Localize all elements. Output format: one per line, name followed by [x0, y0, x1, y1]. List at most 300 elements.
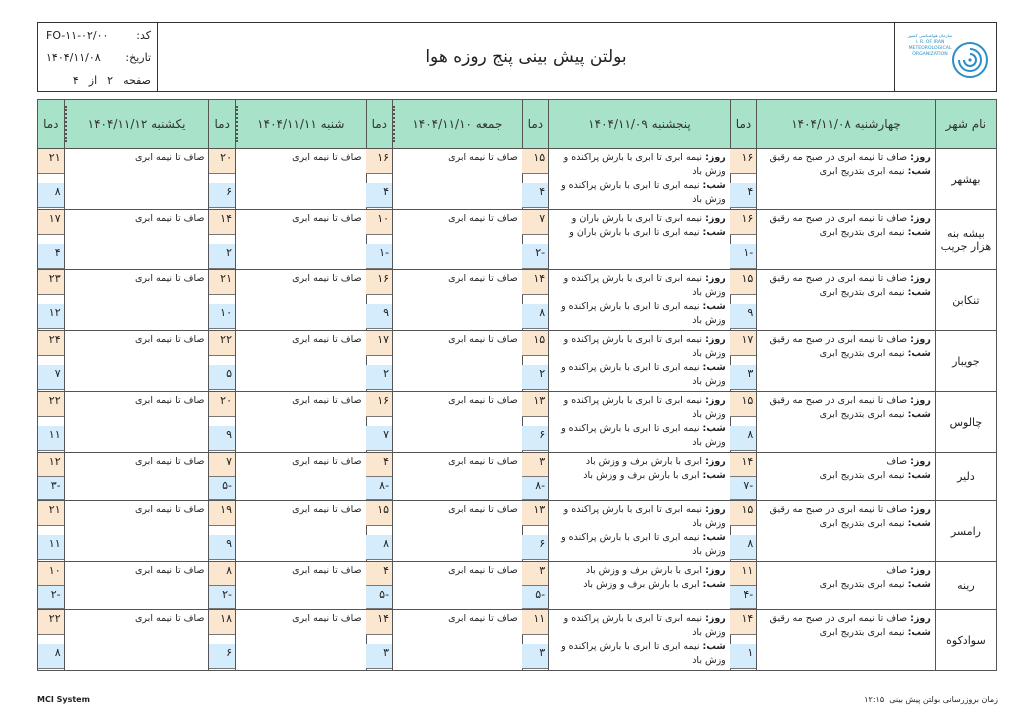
forecast-text: صاف تا نیمه ابری — [135, 456, 205, 467]
day-forecast: نیمه ابری تا ابری با بارش پراکنده و وزش باد — [563, 613, 726, 638]
temp-cell — [366, 331, 393, 392]
max-temp: ۱۹ — [209, 501, 235, 526]
temp-cell — [366, 392, 393, 453]
min-temp: ۸ — [730, 535, 756, 560]
temp-cell — [366, 149, 393, 210]
night-label: شب: — [702, 180, 726, 191]
forecast-cell — [757, 501, 936, 562]
night-forecast: نیمه ابری تا ابری با بارش پراکنده و وزش باد — [561, 180, 726, 205]
forecast-text: صاف تا نیمه ابری — [135, 213, 205, 224]
day-forecast: نیمه ابری تا ابری با بارش پراکنده و وزش باد — [563, 273, 726, 298]
max-temp: ۱۴ — [730, 610, 756, 635]
min-temp: -۵ — [209, 477, 235, 501]
max-temp: ۱۵ — [522, 331, 548, 356]
footer-update-time: ۱۲:۱۵ — [864, 695, 885, 704]
night-forecast: نیمه ابری تا ابری با بارش پراکنده و وزش باد — [561, 532, 726, 557]
table-row — [38, 501, 997, 562]
city-name: سوادکوه — [935, 610, 996, 671]
forecast-text: صاف تا نیمه ابری — [292, 504, 362, 515]
page-of: از — [88, 74, 98, 87]
forecast-text: صاف تا نیمه ابری — [292, 334, 362, 345]
night-label: شب: — [907, 409, 931, 420]
max-temp: ۳ — [522, 562, 548, 586]
temp-cell — [209, 270, 236, 331]
forecast-cell — [757, 610, 936, 671]
forecast-text: صاف تا نیمه ابری — [135, 334, 205, 345]
city-name: بهشهر — [935, 149, 996, 210]
col-temp3: دما — [366, 100, 393, 149]
forecast-cell — [393, 331, 523, 392]
city-name: رامسر — [935, 501, 996, 562]
logo-box — [894, 23, 996, 91]
night-label: شب: — [907, 579, 931, 590]
forecast-text: صاف تا نیمه ابری — [292, 565, 362, 576]
forecast-table — [37, 99, 997, 671]
temp-cell — [522, 210, 549, 270]
forecast-cell — [393, 149, 523, 210]
temp-cell — [38, 562, 65, 610]
min-temp: ۴ — [366, 183, 392, 208]
max-temp: ۱۷ — [366, 331, 392, 356]
temp-cell — [366, 210, 393, 270]
city-name: رینه — [935, 562, 996, 610]
day-label: روز: — [705, 504, 726, 515]
max-temp: ۱۵ — [730, 270, 756, 295]
max-temp: ۱۴ — [730, 453, 756, 477]
night-label: شب: — [907, 518, 931, 529]
forecast-text: صاف تا نیمه ابری — [448, 565, 518, 576]
doc-meta — [38, 23, 158, 91]
max-temp: ۱۷ — [730, 331, 756, 356]
min-temp: ۵ — [209, 365, 235, 390]
day-label: روز: — [910, 456, 931, 467]
night-label: شب: — [702, 579, 726, 590]
day-label: روز: — [705, 152, 726, 163]
day-forecast: صاف تا نیمه ابری در صبح مه رقیق — [769, 213, 908, 224]
night-forecast: نیمه ابری بتدریج ابری — [819, 227, 905, 238]
forecast-text: صاف تا نیمه ابری — [135, 152, 205, 163]
night-label: شب: — [907, 470, 931, 481]
forecast-cell — [235, 453, 366, 501]
day-label: روز: — [910, 395, 931, 406]
max-temp: ۲۰ — [209, 149, 235, 174]
day-label: روز: — [910, 152, 931, 163]
forecast-cell — [393, 392, 523, 453]
day-forecast: نیمه ابری تا ابری با بارش پراکنده و وزش باد — [563, 395, 726, 420]
forecast-text: صاف تا نیمه ابری — [448, 613, 518, 624]
forecast-cell — [64, 392, 209, 453]
temp-cell — [38, 210, 65, 270]
min-temp: ۱۱ — [38, 535, 64, 560]
day-forecast: ابری با بارش برف و وزش باد — [585, 456, 703, 467]
min-temp: ۸ — [730, 426, 756, 451]
page-row — [46, 74, 151, 87]
forecast-cell — [757, 270, 936, 331]
min-temp: -۲ — [38, 586, 64, 610]
max-temp: ۱۶ — [730, 210, 756, 235]
temp-cell — [209, 331, 236, 392]
logo-line1: سازمان هواشناسی کشور — [907, 33, 953, 38]
min-temp: ۲ — [209, 244, 235, 269]
temp-cell — [730, 610, 757, 671]
day-label: روز: — [705, 613, 726, 624]
min-temp: ۳ — [366, 644, 392, 669]
footer-update-label: زمان بروزرسانی بولتن پیش بینی — [889, 695, 998, 704]
day-label: روز: — [705, 334, 726, 345]
forecast-cell — [549, 501, 731, 562]
temp-cell — [730, 210, 757, 270]
night-label: شب: — [907, 287, 931, 298]
min-temp: ۳ — [522, 644, 548, 669]
day-forecast: ابری با بارش برف و وزش باد — [585, 565, 703, 576]
forecast-cell — [235, 562, 366, 610]
col-city: نام شهر — [935, 100, 996, 149]
night-forecast: نیمه ابری تا ابری با بارش باران و — [569, 227, 700, 238]
max-temp: ۲۳ — [38, 270, 64, 295]
max-temp: ۲۲ — [38, 392, 64, 417]
temp-cell — [209, 149, 236, 210]
day-forecast: صاف تا نیمه ابری در صبح مه رقیق — [769, 273, 908, 284]
max-temp: ۴ — [366, 562, 392, 586]
min-temp: ۷ — [38, 365, 64, 390]
col-day4: شنبه ۱۴۰۴/۱۱/۱۱ — [235, 100, 366, 149]
forecast-cell — [549, 392, 731, 453]
forecast-cell — [64, 270, 209, 331]
max-temp: ۱۴ — [522, 270, 548, 295]
col-temp5: دما — [38, 100, 65, 149]
forecast-cell — [235, 210, 366, 270]
day-forecast: صاف تا نیمه ابری در صبح مه رقیق — [769, 613, 908, 624]
day-label: روز: — [910, 334, 931, 345]
forecast-text: صاف تا نیمه ابری — [448, 334, 518, 345]
temp-cell — [522, 610, 549, 671]
max-temp: ۸ — [209, 562, 235, 586]
table-row — [38, 270, 997, 331]
min-temp: ۸ — [38, 183, 64, 208]
night-label: شب: — [702, 470, 726, 481]
night-forecast: نیمه ابری بتدریج ابری — [819, 627, 905, 638]
page-num: ۲ — [107, 74, 114, 87]
max-temp: ۱۶ — [366, 149, 392, 174]
forecast-text: صاف تا نیمه ابری — [292, 395, 362, 406]
night-forecast: نیمه ابری بتدریج ابری — [819, 166, 905, 177]
temp-cell — [38, 331, 65, 392]
day-label: روز: — [705, 395, 726, 406]
min-temp: ۶ — [209, 644, 235, 669]
forecast-cell — [235, 392, 366, 453]
max-temp: ۱۷ — [38, 210, 64, 235]
table-row — [38, 562, 997, 610]
temp-cell — [209, 610, 236, 671]
forecast-cell — [64, 562, 209, 610]
forecast-cell — [64, 610, 209, 671]
min-temp: ۹ — [209, 426, 235, 451]
max-temp: ۱۶ — [730, 149, 756, 174]
temp-cell — [209, 501, 236, 562]
max-temp: ۱۱ — [522, 610, 548, 635]
col-day5: یکشنبه ۱۴۰۴/۱۱/۱۲ — [64, 100, 209, 149]
col-temp4: دما — [209, 100, 236, 149]
night-forecast: نیمه ابری تا ابری با بارش پراکنده و وزش باد — [561, 362, 726, 387]
forecast-cell — [393, 501, 523, 562]
night-label: شب: — [907, 627, 931, 638]
night-forecast: نیمه ابری بتدریج ابری — [819, 518, 905, 529]
min-temp: ۸ — [38, 644, 64, 669]
night-label: شب: — [907, 348, 931, 359]
min-temp: ۸ — [366, 535, 392, 560]
city-name: جویبار — [935, 331, 996, 392]
forecast-cell — [549, 331, 731, 392]
day-label: روز: — [910, 504, 931, 515]
temp-cell — [209, 562, 236, 610]
footer-system: MCI System — [37, 695, 90, 704]
forecast-cell — [757, 453, 936, 501]
forecast-text: صاف تا نیمه ابری — [448, 273, 518, 284]
forecast-cell — [757, 210, 936, 270]
forecast-text: صاف تا نیمه ابری — [292, 456, 362, 467]
max-temp: ۱۸ — [209, 610, 235, 635]
day-forecast: نیمه ابری تا ابری با بارش باران و — [571, 213, 703, 224]
forecast-cell — [64, 453, 209, 501]
max-temp: ۷ — [209, 453, 235, 477]
day-label: روز: — [910, 213, 931, 224]
min-temp: -۵ — [366, 586, 392, 610]
city-name: بیشه بنه هزار جریب — [935, 210, 996, 270]
city-name: چالوس — [935, 392, 996, 453]
max-temp: ۲۰ — [209, 392, 235, 417]
code-label: کد: — [136, 29, 151, 42]
max-temp: ۲۲ — [209, 331, 235, 356]
max-temp: ۳ — [522, 453, 548, 477]
max-temp: ۱۲ — [38, 453, 64, 477]
temp-cell — [366, 453, 393, 501]
min-temp: ۴ — [730, 183, 756, 208]
temp-cell — [522, 331, 549, 392]
day-forecast: نیمه ابری تا ابری با بارش پراکنده و وزش باد — [563, 504, 726, 529]
max-temp: ۲۴ — [38, 331, 64, 356]
forecast-cell — [757, 562, 936, 610]
forecast-cell — [757, 331, 936, 392]
forecast-cell — [393, 210, 523, 270]
temp-cell — [366, 610, 393, 671]
max-temp: ۱۵ — [366, 501, 392, 526]
min-temp: ۶ — [522, 535, 548, 560]
min-temp: ۷ — [366, 426, 392, 451]
forecast-text: صاف تا نیمه ابری — [292, 213, 362, 224]
day-forecast: صاف تا نیمه ابری در صبح مه رقیق — [769, 395, 908, 406]
forecast-cell — [64, 210, 209, 270]
forecast-cell — [393, 610, 523, 671]
forecast-cell — [757, 392, 936, 453]
max-temp: ۱۴ — [366, 610, 392, 635]
min-temp: ۱۱ — [38, 426, 64, 451]
min-temp: ۹ — [366, 304, 392, 329]
night-label: شب: — [702, 301, 726, 312]
forecast-cell — [549, 270, 731, 331]
max-temp: ۱۳ — [522, 501, 548, 526]
forecast-cell — [549, 149, 731, 210]
min-temp: ۶ — [522, 426, 548, 451]
table-row — [38, 610, 997, 671]
min-temp: ۹ — [730, 304, 756, 329]
night-forecast: نیمه ابری بتدریج ابری — [819, 287, 905, 298]
temp-cell — [730, 270, 757, 331]
page-total: ۴ — [72, 74, 79, 87]
temp-cell — [730, 331, 757, 392]
night-forecast: ابری با بارش برف و وزش باد — [583, 579, 700, 590]
min-temp: ۴ — [522, 183, 548, 208]
forecast-cell — [235, 270, 366, 331]
min-temp: ۹ — [209, 535, 235, 560]
min-temp: -۲ — [522, 244, 548, 269]
min-temp: -۳ — [38, 477, 64, 501]
forecast-cell — [549, 562, 731, 610]
temp-cell — [522, 392, 549, 453]
day-forecast: صاف تا نیمه ابری در صبح مه رقیق — [769, 334, 908, 345]
night-label: شب: — [702, 227, 726, 238]
min-temp: -۱ — [730, 244, 756, 269]
min-temp: ۲ — [522, 365, 548, 390]
max-temp: ۱۱ — [730, 562, 756, 586]
page-label: صفحه — [123, 74, 151, 87]
forecast-cell — [235, 331, 366, 392]
night-forecast: نیمه ابری بتدریج ابری — [819, 348, 905, 359]
header-row — [38, 100, 997, 149]
bulletin-header — [37, 22, 997, 92]
temp-cell — [38, 610, 65, 671]
min-temp: -۵ — [522, 586, 548, 610]
night-forecast: نیمه ابری بتدریج ابری — [819, 579, 905, 590]
city-name: دلیر — [935, 453, 996, 501]
meteorological-organization-logo-icon — [900, 27, 992, 87]
max-temp: ۲۱ — [38, 149, 64, 174]
max-temp: ۲۱ — [38, 501, 64, 526]
col-temp2: دما — [522, 100, 549, 149]
temp-cell — [209, 453, 236, 501]
temp-cell — [730, 149, 757, 210]
temp-cell — [38, 392, 65, 453]
forecast-cell — [549, 210, 731, 270]
night-forecast: نیمه ابری بتدریج ابری — [819, 470, 905, 481]
col-day1: چهارشنبه ۱۴۰۴/۱۱/۰۸ — [757, 100, 936, 149]
day-label: روز: — [705, 565, 726, 576]
forecast-cell — [549, 610, 731, 671]
min-temp: -۷ — [730, 477, 756, 501]
day-label: روز: — [910, 613, 931, 624]
temp-cell — [730, 501, 757, 562]
min-temp: ۱ — [730, 644, 756, 669]
table-row — [38, 149, 997, 210]
forecast-cell — [393, 270, 523, 331]
night-label: شب: — [907, 166, 931, 177]
forecast-text: صاف تا نیمه ابری — [448, 504, 518, 515]
night-label: شب: — [702, 362, 726, 373]
forecast-cell — [235, 501, 366, 562]
max-temp: ۱۳ — [522, 392, 548, 417]
day-label: روز: — [705, 456, 726, 467]
min-temp: -۸ — [366, 477, 392, 501]
date-value: ۱۴۰۴/۱۱/۰۸ — [46, 51, 101, 64]
logo-line4: ORGANIZATION — [912, 52, 948, 57]
min-temp: ۲ — [366, 365, 392, 390]
forecast-cell — [757, 149, 936, 210]
day-forecast: صاف — [886, 456, 908, 467]
temp-cell — [366, 562, 393, 610]
forecast-text: صاف تا نیمه ابری — [292, 613, 362, 624]
code-row — [46, 29, 151, 42]
forecast-text: صاف تا نیمه ابری — [135, 504, 205, 515]
max-temp: ۱۴ — [209, 210, 235, 235]
temp-cell — [366, 270, 393, 331]
logo-line3: METEOROLOGICAL — [908, 46, 952, 51]
max-temp: ۲۲ — [38, 610, 64, 635]
temp-cell — [38, 453, 65, 501]
max-temp: ۱۵ — [730, 392, 756, 417]
min-temp: ۶ — [209, 183, 235, 208]
temp-cell — [522, 270, 549, 331]
day-forecast: نیمه ابری تا ابری با بارش پراکنده و وزش باد — [563, 152, 726, 177]
temp-cell — [38, 149, 65, 210]
temp-cell — [522, 501, 549, 562]
forecast-cell — [235, 610, 366, 671]
temp-cell — [209, 392, 236, 453]
temp-cell — [38, 501, 65, 562]
logo-line2: I. R. OF IRAN — [915, 40, 945, 45]
footer-update — [864, 695, 998, 704]
day-forecast: صاف تا نیمه ابری در صبح مه رقیق — [769, 504, 908, 515]
forecast-text: صاف تا نیمه ابری — [135, 395, 205, 406]
forecast-text: صاف تا نیمه ابری — [135, 273, 205, 284]
day-label: روز: — [910, 273, 931, 284]
min-temp: ۴ — [38, 244, 64, 269]
night-label: شب: — [907, 227, 931, 238]
min-temp: -۸ — [522, 477, 548, 501]
day-label: روز: — [910, 565, 931, 576]
max-temp: ۱۰ — [366, 210, 392, 235]
max-temp: ۱۵ — [730, 501, 756, 526]
min-temp: -۱ — [366, 244, 392, 269]
table-row — [38, 331, 997, 392]
forecast-text: صاف تا نیمه ابری — [448, 213, 518, 224]
forecast-cell — [393, 453, 523, 501]
day-forecast: صاف تا نیمه ابری در صبح مه رقیق — [769, 152, 908, 163]
forecast-cell — [235, 149, 366, 210]
day-label: روز: — [705, 273, 726, 284]
min-temp: ۱۲ — [38, 304, 64, 329]
min-temp: ۳ — [730, 365, 756, 390]
forecast-cell — [64, 501, 209, 562]
min-temp: -۴ — [730, 586, 756, 610]
temp-cell — [38, 270, 65, 331]
col-temp1: دما — [730, 100, 757, 149]
forecast-cell — [64, 149, 209, 210]
temp-cell — [522, 562, 549, 610]
forecast-text: صاف تا نیمه ابری — [292, 152, 362, 163]
table-row — [38, 210, 997, 270]
bulletin-title: بولتن پیش بینی پنج روزه هوا — [425, 47, 627, 67]
night-forecast: ابری با بارش برف و وزش باد — [583, 470, 700, 481]
max-temp: ۷ — [522, 210, 548, 235]
forecast-text: صاف تا نیمه ابری — [448, 456, 518, 467]
temp-cell — [522, 453, 549, 501]
night-forecast: نیمه ابری تا ابری با بارش پراکنده و وزش باد — [561, 641, 726, 666]
forecast-cell — [393, 562, 523, 610]
max-temp: ۴ — [366, 453, 392, 477]
min-temp: ۸ — [522, 304, 548, 329]
max-temp: ۱۵ — [522, 149, 548, 174]
night-label: شب: — [702, 641, 726, 652]
col-day3: جمعه ۱۴۰۴/۱۱/۱۰ — [393, 100, 523, 149]
